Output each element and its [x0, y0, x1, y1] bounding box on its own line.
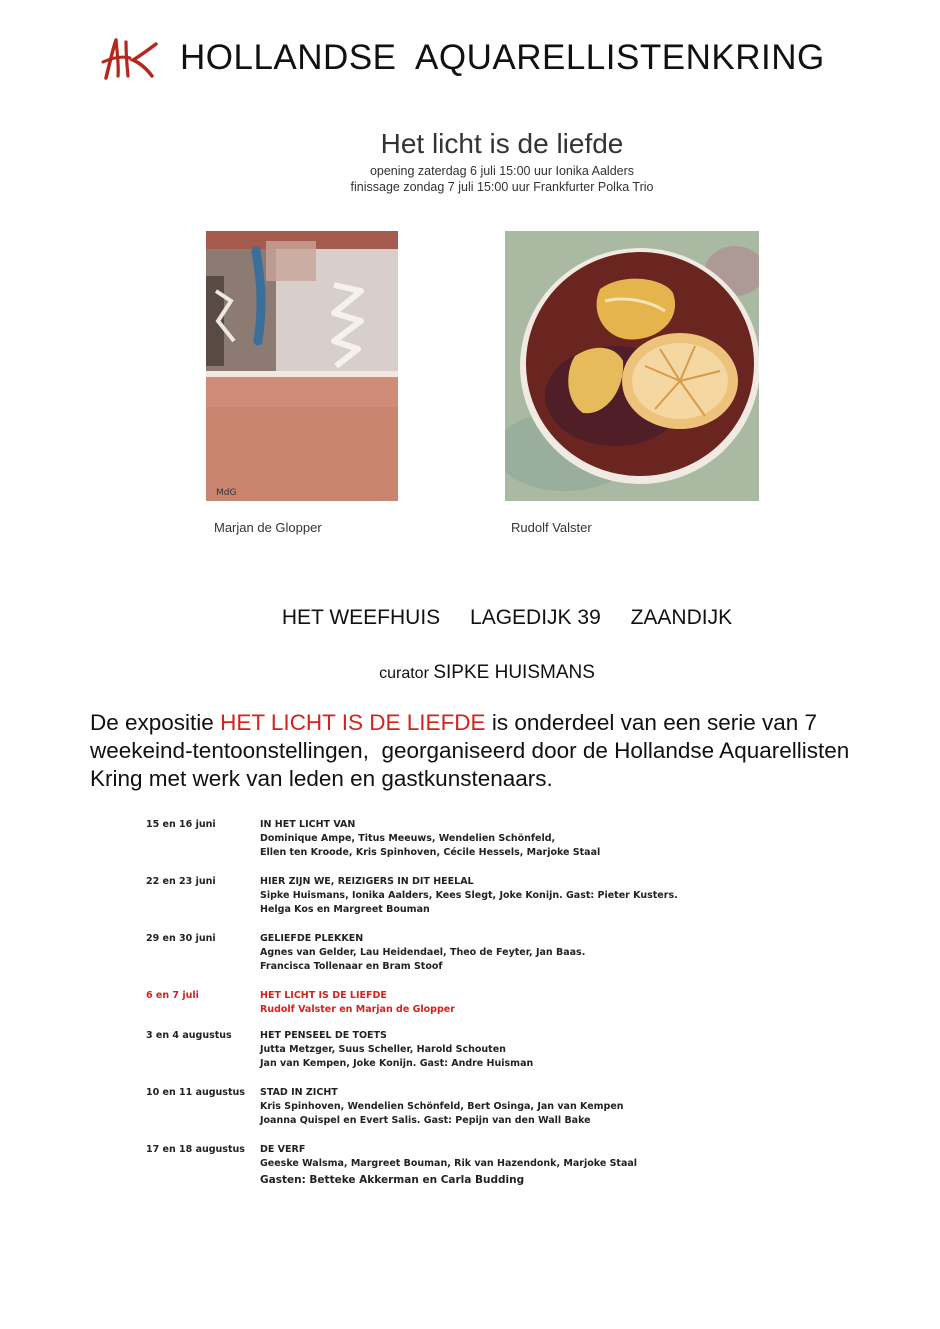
schedule-title: IN HET LICHT VAN — [260, 819, 356, 830]
schedule-info — [260, 932, 585, 975]
schedule-row — [146, 989, 455, 1017]
artist-caption: Rudolf Valster — [511, 520, 592, 535]
curator-label: curator — [379, 665, 429, 682]
schedule-artists: Helga Kos en Margreet Bouman — [260, 904, 430, 916]
finissage-info: finissage zondag 7 juli 15:00 uur Frankfurter Polka Trio — [350, 180, 654, 194]
schedule-info — [260, 1086, 624, 1129]
venue-line — [0, 606, 940, 630]
hak-logo — [100, 36, 158, 80]
schedule-info — [260, 818, 600, 861]
schedule-info — [260, 989, 455, 1017]
schedule-info — [260, 1143, 637, 1188]
schedule-dates: 6 en 7 juli — [146, 990, 199, 1001]
schedule-artists: Jan van Kempen, Joke Konijn. Gast: Andre Huisman — [260, 1058, 534, 1070]
schedule-artists: Geeske Walsma, Margreet Bouman, Rik van Hazendonk, Marjoke Staal — [260, 1158, 638, 1170]
intro-highlight: HET LICHT IS DE LIEFDE — [220, 710, 486, 735]
artwork-marjan-de-glopper — [206, 231, 398, 501]
schedule-dates: 29 en 30 juni — [146, 933, 216, 944]
schedule-title: STAD IN ZICHT — [260, 1087, 338, 1098]
schedule-row — [146, 932, 585, 975]
schedule-title: HET PENSEEL DE TOETS — [260, 1030, 387, 1041]
intro-text: is onderdeel van een serie van 7 weekeind-tentoonstellingen, georganiseerd door de Hollandse Aquarellisten Kring met werk van leden en gastkunstenaars. — [90, 710, 856, 791]
intro-text: De expositie — [90, 710, 221, 735]
artwork-rudolf-valster — [505, 231, 759, 501]
schedule-artists: Ellen ten Kroode, Kris Spinhoven, Cécile Hessels, Marjoke Staal — [260, 847, 601, 859]
schedule-artists: Francisca Tollenaar en Bram Stoof — [260, 961, 443, 973]
schedule-dates: 3 en 4 augustus — [146, 1030, 232, 1041]
curator-name: SIPKE HUISMANS — [433, 662, 595, 683]
schedule-dates: 22 en 23 juni — [146, 876, 216, 887]
schedule-artists: Kris Spinhoven, Wendelien Schönfeld, Bert Osinga, Jan van Kempen — [260, 1101, 624, 1113]
artist-caption: Marjan de Glopper — [214, 520, 322, 535]
exhibition-title: Het licht is de liefde — [380, 128, 624, 159]
schedule-row — [146, 875, 678, 918]
schedule-row — [146, 1143, 637, 1188]
schedule-artists: Dominique Ampe, Titus Meeuws, Wendelien Schönfeld, — [260, 833, 556, 845]
schedule-row — [146, 1029, 533, 1072]
schedule-info — [260, 1029, 533, 1072]
schedule-artists: Rudolf Valster en Marjan de Glopper — [260, 1004, 455, 1016]
schedule-row — [146, 818, 600, 861]
schedule-title: GELIEFDE PLEKKEN — [260, 933, 364, 944]
schedule-artists: Jutta Metzger, Suus Scheller, Harold Schouten — [260, 1044, 506, 1056]
schedule-dates: 17 en 18 augustus — [146, 1144, 245, 1155]
schedule-artists: Agnes van Gelder, Lau Heidendael, Theo de Feyter, Jan Baas. — [260, 947, 586, 959]
schedule-artists: Sipke Huismans, Ionika Aalders, Kees Slegt, Joke Konijn. Gast: Pieter Kusters. — [260, 890, 678, 902]
intro-paragraph — [90, 709, 870, 793]
header — [100, 36, 825, 80]
schedule-row — [146, 1086, 624, 1129]
schedule-dates: 15 en 16 juni — [146, 819, 216, 830]
schedule-title: HIER ZIJN WE, REIZIGERS IN DIT HEELAL — [260, 876, 474, 887]
schedule-dates: 10 en 11 augustus — [146, 1087, 245, 1098]
curator-line — [0, 662, 940, 684]
venue-city: ZAANDIJK — [630, 606, 733, 629]
schedule-artists: Gasten: Betteke Akkerman en Carla Budding — [260, 1174, 525, 1187]
schedule-artists: Joanna Quispel en Evert Salis. Gast: Pepijn van den Wall Bake — [260, 1115, 591, 1127]
artwork-signature: MdG — [216, 488, 237, 498]
schedule-info — [260, 875, 678, 918]
org-name: HOLLANDSE AQUARELLISTENKRING — [180, 38, 825, 77]
venue-name: HET WEEFHUIS — [281, 606, 441, 629]
venue-address: LAGEDIJK 39 — [470, 606, 601, 629]
schedule-title: HET LICHT IS DE LIEFDE — [260, 990, 387, 1001]
schedule-title: DE VERF — [260, 1144, 306, 1155]
opening-info: opening zaterdag 6 juli 15:00 uur Ionika Aalders — [369, 164, 635, 178]
